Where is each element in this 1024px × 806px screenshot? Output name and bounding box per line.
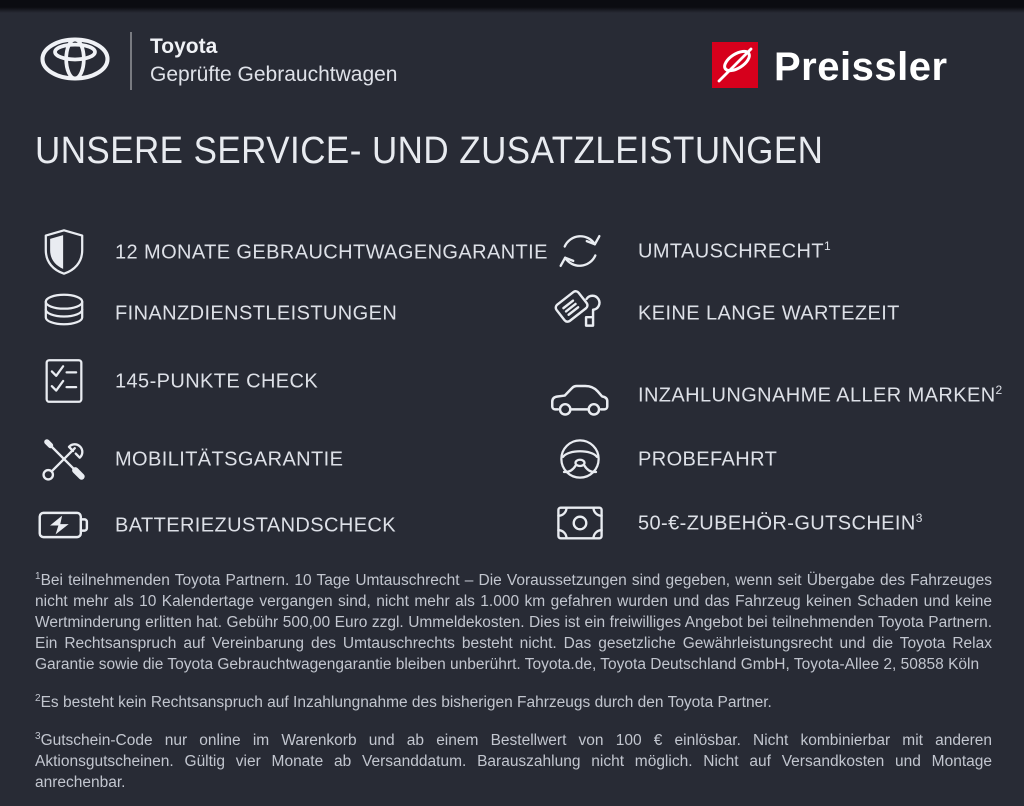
steering-wheel-icon xyxy=(548,433,612,485)
service-item-label: PROBEFAHRT xyxy=(638,448,778,471)
page-title: UNSERE SERVICE- UND ZUSATZLEISTUNGEN xyxy=(35,130,824,172)
service-item-label: 50-€-ZUBEHÖR-GUTSCHEIN$^3$ xyxy=(638,510,923,535)
service-item-label: FINANZDIENSTLEISTUNGEN xyxy=(115,302,398,325)
service-item-label: INZAHLUNGNAHME ALLER MARKEN$^2$ xyxy=(638,382,1003,407)
service-item xyxy=(35,352,318,410)
toyota-brand-block xyxy=(36,32,398,90)
dealer-logo-block xyxy=(712,42,948,93)
service-item-label: BATTERIEZUSTANDSCHECK xyxy=(115,514,397,537)
service-item-label: MOBILITÄTSGARANTIE xyxy=(115,448,344,471)
brand-title: Toyota xyxy=(150,35,218,59)
preissler-mark-icon xyxy=(712,42,758,93)
brand-subtitle: Geprüfte Gebrauchtwagen xyxy=(150,63,398,86)
service-item xyxy=(35,284,397,342)
service-item-label: 145-PUNKTE CHECK xyxy=(115,370,319,393)
key-tag-icon xyxy=(548,285,612,341)
car-icon xyxy=(548,373,612,417)
checklist-icon xyxy=(35,354,93,408)
dealer-name: Preissler xyxy=(774,45,948,89)
exchange-arrows-icon xyxy=(548,224,612,278)
service-item xyxy=(548,366,1003,424)
tools-icon xyxy=(35,432,93,486)
service-item-label: KEINE LANGE WARTEZEIT xyxy=(638,302,900,325)
banknote-icon xyxy=(548,502,612,544)
service-item xyxy=(548,430,777,488)
battery-icon xyxy=(35,508,93,542)
footnote-2: $^2$Es besteht kein Rechtsanspruch auf Inzahlungnahme des bisherigen Fahrzeugs durch den Toyota Partner. xyxy=(35,693,772,712)
top-border-strip xyxy=(0,0,1024,13)
footnote-1: $^1$Bei teilnehmenden Toyota Partnern. 10 Tage Umtauschrecht – Die Voraussetzungen sind gegeben, wenn seit Übergabe des Fahrzeuges nicht mehr als 10 Kalendertage vergangen sind, nicht mehr als 1.000 km gefahren wurden und das Fahrzeug keinen Schaden und keine Wertminderung erlitten hat. Gebühr 500,00 Euro zzgl. Ummeldekosten. Dies ist ein freiwilliges Angebot bei teilnehmenden Toyota Partnern. Ein Rechtsanspruch auf Vereinbarung des Umtauschrechts besteht nicht. Das gesetzliche Gewährleistungsrecht und die Toyota Relax Garantie sowie die Toyota Gebrauchtwagengarantie bleiben unberührt. Toyota.de, Toyota Deutschland GmbH, Toyota-Allee 2, 50858 Köln xyxy=(35,571,992,674)
footnote-3: $^3$Gutschein-Code nur online im Warenkorb und ab einem Bestellwert von 100 € einlösbar. Nicht kombinierbar mit anderen Aktionsgutscheinen. Gültig vier Monate ab Versanddatum. Barauszahlung nicht möglich. Nicht auf Versandkosten und Montage anrechenbar. xyxy=(35,731,992,792)
coins-icon xyxy=(35,290,93,336)
toyota-logo-icon xyxy=(36,33,114,90)
service-item xyxy=(35,430,343,488)
service-item xyxy=(548,284,900,342)
service-item xyxy=(35,223,548,281)
service-item xyxy=(548,222,831,280)
brand-text xyxy=(150,33,398,88)
brand-divider xyxy=(130,32,132,90)
footnotes-section xyxy=(35,566,992,806)
shield-icon xyxy=(35,225,93,279)
service-item xyxy=(35,496,396,554)
service-item-label: UMTAUSCHRECHT$^1$ xyxy=(638,238,832,263)
service-item xyxy=(548,494,923,552)
service-item-label: 12 MONATE GEBRAUCHTWAGENGARANTIE xyxy=(115,241,548,264)
